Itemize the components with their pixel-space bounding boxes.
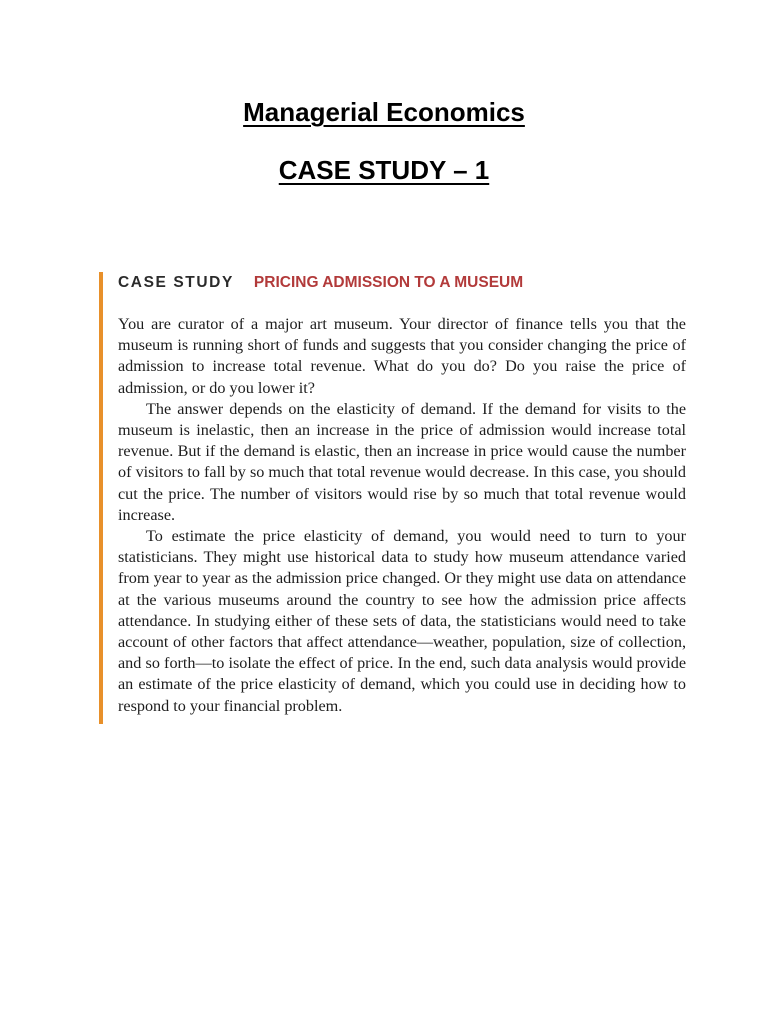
case-study-paragraph-3: To estimate the price elasticity of demand, you would need to turn to your statisticians. They might use historical data to study how museum attendance varied from year to year as the admission price changed. Or they might use data on attendance at the various museums around the country to see how the admission price affects attendance. In studying either of these sets of data, the statisticians would need to take account of other factors that affect attendance—weather, population, size of collection, and so forth—to isolate the effect of price. In the end, such data analysis would provide an estimate of the price elasticity of demand, which you could use in deciding how to respond to your financial problem. (118, 527, 686, 715)
case-study-header (118, 272, 523, 294)
case-study-paragraph-1: You are curator of a major art museum. Your director of finance tells you that the museum is running short of funds and suggests that you consider changing the price of admission to increase total revenue. What do you do? Do you raise the price of admission, or do you lower it? (118, 315, 686, 397)
case-study-label: CASE STUDY (118, 274, 234, 291)
case-study-title: PRICING ADMISSION TO A MUSEUM (253, 274, 524, 291)
document-subtitle: CASE STUDY – 1 (278, 155, 490, 185)
document-title: Managerial Economics (243, 97, 525, 127)
case-study-body (118, 314, 686, 717)
case-study-paragraph-2: The answer depends on the elasticity of demand. If the demand for visits to the museum is inelastic, then an increase in the price of admission would increase total revenue. But if the demand is elastic, then an increase in price would cause the number of visitors to fall by so much that total revenue would decrease. In this case, you should cut the price. The number of visitors would rise by so much that total revenue would increase. (118, 399, 686, 524)
case-study-box (99, 272, 699, 724)
case-study-accent-bar (99, 272, 103, 724)
